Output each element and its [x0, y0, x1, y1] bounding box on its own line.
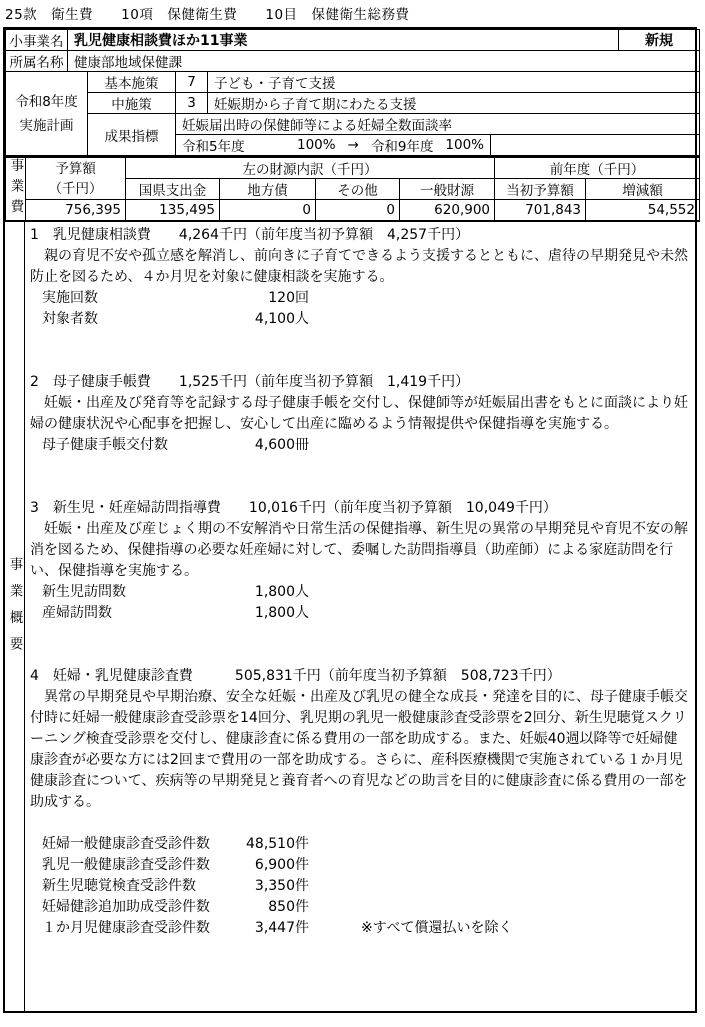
plan-period-cell — [6, 72, 88, 156]
budget-amount-header-line1: 予算額 — [55, 160, 96, 177]
source-local-bond-value: 0 — [220, 200, 316, 221]
overview-section-4 — [30, 666, 689, 939]
new-badge: 新規 — [619, 30, 700, 51]
stat-note: ※すべて償還払いを除く — [361, 919, 513, 936]
stat-row — [30, 288, 689, 309]
source-general-value: 620,900 — [400, 200, 495, 221]
stat-row — [30, 309, 689, 330]
overview-sections — [25, 222, 695, 1012]
stat-value: 3,447 — [254, 919, 295, 936]
stat-value: 3,350 — [254, 877, 295, 894]
section-stats — [30, 435, 689, 456]
prev-initial-header: 当初予算額 — [495, 179, 586, 200]
stat-label: 妊婦一般健康診査受診件数 — [42, 835, 210, 852]
stat-row — [30, 855, 689, 876]
stat-label: 産婦訪問数 — [42, 604, 112, 621]
overview-side-label: 事業概要 — [5, 222, 25, 1012]
stat-value: 850 — [268, 898, 295, 915]
sub-project-label: 小事業名 — [6, 30, 68, 51]
budget-classification-line: 25款 衛生費 10項 保健衛生費 10目 保健衛生総務費 — [5, 7, 410, 23]
mid-policy-number: 3 — [176, 93, 208, 114]
stat-value: 48,510 — [246, 835, 295, 852]
budget-side-label: 事業費 — [7, 158, 24, 220]
mid-policy-label: 中施策 — [88, 93, 176, 114]
section-title: 2 母子健康手帳費 1,525千円（前年度当初予算額 1,419千円） — [30, 373, 470, 390]
outcome-indicator-name: 妊娠届出時の保健師等による妊婦全数面談率 — [176, 114, 700, 135]
plan-period-type: 実施計画 — [19, 117, 74, 134]
stat-label: 乳児一般健康診査受診件数 — [42, 856, 210, 873]
stat-unit: 件 — [295, 898, 309, 915]
stat-value: 4,100 — [254, 310, 295, 327]
stat-row — [30, 834, 689, 855]
sub-project-name: 乳児健康相談費ほか11事業 — [68, 30, 619, 51]
project-info-table — [5, 29, 700, 156]
stat-value: 4,600 — [254, 436, 295, 453]
stat-unit: 件 — [295, 856, 309, 873]
plan-period-year: 令和8年度 — [15, 93, 78, 110]
stat-row — [30, 918, 689, 939]
funding-sources-group-header: 左の財源内訳（千円） — [126, 157, 495, 179]
source-national-header: 国県支出金 — [126, 179, 220, 200]
section-body: 妊娠・出産及び発育等を記録する母子健康手帳を交付し、保健師等が妊娠届出書をもとに面談により妊婦の健康状況や心配事を把握し、安心して出産に臨めるよう情報提供や保健指導を実施する。 — [30, 394, 688, 432]
stat-row — [30, 876, 689, 897]
section-stats — [30, 288, 689, 330]
stat-label: 妊婦健診追加助成受診件数 — [42, 898, 210, 915]
prev-delta-value: 54,552 — [586, 200, 700, 221]
source-general-header: 一般財源 — [400, 179, 495, 200]
section-title: 3 新生児・妊産婦訪問指導費 10,016千円（前年度当初予算額 10,049千円） — [30, 499, 557, 516]
basic-policy-name: 子ども・子育て支援 — [208, 72, 700, 93]
stat-label: 新生児訪問数 — [42, 583, 126, 600]
stat-row — [30, 897, 689, 918]
section-stats — [30, 834, 689, 939]
source-local-bond-header: 地方債 — [220, 179, 316, 200]
prev-delta-header: 増減額 — [586, 179, 700, 200]
section-stats — [30, 582, 689, 624]
overview-section-1 — [30, 225, 689, 330]
outcome-arrow: → — [347, 137, 359, 153]
stat-unit: 件 — [295, 877, 309, 894]
department-name: 健康部地域保健課 — [68, 51, 700, 72]
outcome-base-value: 100% — [296, 137, 336, 153]
basic-policy-label: 基本施策 — [88, 72, 176, 93]
prev-initial-value: 701,843 — [495, 200, 586, 221]
stat-unit: 人 — [295, 604, 309, 621]
stat-label: 対象者数 — [42, 310, 98, 327]
section-title: 1 乳児健康相談費 4,264千円（前年度当初予算額 4,257千円） — [30, 226, 470, 243]
budget-amount-header-line2: （千円） — [48, 180, 103, 197]
stat-value: 1,800 — [254, 583, 295, 600]
overview-section-3 — [30, 498, 689, 624]
stat-label: １か月児健康診査受診件数 — [42, 919, 210, 936]
stat-row — [30, 603, 689, 624]
budget-amount-header — [26, 157, 126, 200]
stat-value: 6,900 — [254, 856, 295, 873]
stat-row — [30, 435, 689, 456]
stat-unit: 冊 — [295, 436, 309, 453]
source-other-value: 0 — [316, 200, 400, 221]
budget-amount-value: 756,395 — [26, 200, 126, 221]
section-body: 妊娠・出産及び産じょく期の不安解消や日常生活の保健指導、新生児の異常の早期発見や育児不安の解消を図るため、保健指導の必要な妊産婦に対して、委嘱した訪問指導員（助産師）による家庭訪問を行い、保健指導を実施する。 — [30, 520, 688, 579]
stat-unit: 人 — [295, 310, 309, 327]
stat-label: 新生児聴覚検査受診件数 — [42, 877, 196, 894]
stat-label: 母子健康手帳交付数 — [42, 436, 168, 453]
source-other-header: その他 — [316, 179, 400, 200]
overview-section-2 — [30, 372, 689, 456]
stat-unit: 回 — [295, 289, 309, 306]
outcome-values-cell — [176, 135, 491, 156]
stat-unit: 人 — [295, 583, 309, 600]
project-overview-area — [5, 222, 695, 1012]
project-budget-table — [5, 156, 700, 222]
stat-value: 120 — [268, 289, 295, 306]
outcome-target-value: 100% — [445, 137, 484, 153]
basic-policy-number: 7 — [176, 72, 208, 93]
outcome-base-year: 令和5年度 — [182, 139, 245, 155]
project-sheet-frame — [3, 27, 697, 1013]
stat-unit: 件 — [295, 919, 309, 936]
previous-year-group-header: 前年度（千円） — [495, 157, 700, 179]
outcome-empty-cell — [491, 135, 700, 156]
section-body: 親の育児不安や孤立感を解消し、前向きに子育てできるよう支援するとともに、虐待の早期発見や未然防止を図るため、４か月児を対象に健康相談を実施する。 — [30, 247, 688, 285]
department-label: 所属名称 — [6, 51, 68, 72]
source-national-value: 135,495 — [126, 200, 220, 221]
stat-value: 1,800 — [254, 604, 295, 621]
stat-unit: 件 — [295, 835, 309, 852]
stat-row — [30, 582, 689, 603]
section-title: 4 妊婦・乳児健康診査費 505,831千円（前年度当初予算額 508,723千円） — [30, 667, 561, 684]
mid-policy-name: 妊娠期から子育て期にわたる支援 — [208, 93, 700, 114]
outcome-target-year: 令和9年度 — [370, 139, 434, 155]
section-body: 異常の早期発見や早期治療、安全な妊娠・出産及び乳児の健全な成長・発達を目的に、母子健康手帳交付時に妊婦一般健康診査受診票を14回分、乳児期の乳児一般健康診査受診票を2回分、新生児聴覚スクリーニング検査受診票を交付し、健康診査に係る費用の一部を助成する。また、妊娠40週以降等で妊婦健康診査が必要な方には2回まで費用の一部を助成する。さらに、産科医療機関で実施されている１か月児健康診査について、疾病等の早期発見と養育者への育児などの助言を目的に健康診査に係る費用の一部を助成する。 — [30, 688, 688, 810]
outcome-indicator-label: 成果指標 — [88, 114, 176, 156]
stat-label: 実施回数 — [42, 289, 98, 306]
